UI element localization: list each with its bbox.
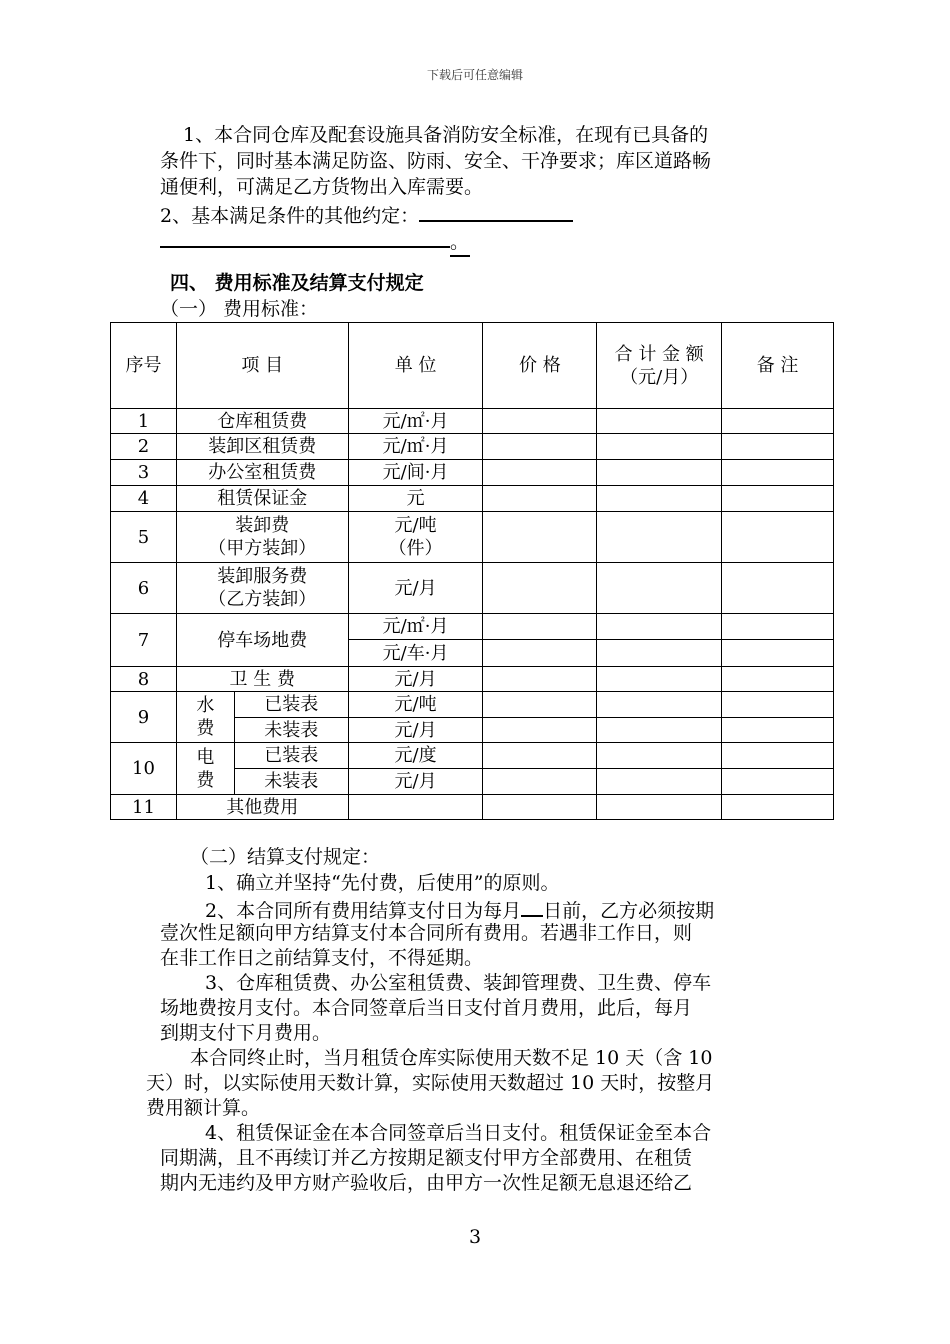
section-a-line-2: 条件下，同时基本满足防盗、防雨、安全、干净要求；库区道路畅: [160, 150, 712, 172]
col-header-item: 项 目: [176, 323, 348, 409]
remark-cell: [722, 512, 834, 563]
category-line-2: 费: [196, 718, 215, 739]
row-unit: 元/月: [348, 563, 483, 614]
section-a-line-1: 1、本合同仓库及配套设施具备消防安全标准，在现有已具备的: [183, 124, 709, 146]
day-blank: [521, 895, 543, 917]
total-label: 合 计 金 额: [614, 343, 704, 365]
row-category: [176, 692, 234, 743]
row-no: 10: [111, 743, 177, 795]
total-cell: [597, 640, 722, 667]
remark-cell: [722, 486, 834, 512]
unit-cell: [348, 795, 483, 820]
total-cell: [597, 486, 722, 512]
remark-cell: [722, 769, 834, 795]
price-cell: [483, 640, 597, 667]
fill-blank-2: [160, 226, 450, 248]
item-line-1: 装卸费: [235, 515, 290, 536]
row-no: 3: [111, 460, 177, 486]
page-header: 下载后可任意编辑: [426, 68, 523, 82]
settlement-p5-line-2: 同期满，且不再续订并乙方按期足额支付甲方全部费用、在租赁: [160, 1147, 693, 1169]
item-line-1: 装卸服务费: [217, 566, 308, 587]
settlement-p4-line-3: 费用额计算。: [146, 1097, 261, 1119]
row-item: 卫 生 费: [176, 667, 348, 692]
remark-cell: [722, 692, 834, 718]
price-cell: [483, 743, 597, 769]
table-row: [111, 563, 834, 614]
settlement-p2-line-3: 在非工作日之前结算支付，不得延期。: [160, 947, 484, 969]
remark-cell: [722, 795, 834, 820]
price-cell: [483, 614, 597, 640]
price-cell: [483, 409, 597, 434]
settlement-p4-line-2: 天）时，以实际使用天数计算，实际使用天数超过 10 天时，按整月: [146, 1072, 715, 1094]
row-unit: 元/月: [348, 718, 483, 743]
p2-text-a: 2、本合同所有费用结算支付日为每月: [205, 900, 522, 922]
category-line-1: 水: [196, 695, 215, 716]
remark-cell: [722, 743, 834, 769]
total-unit: （元/月）: [620, 366, 699, 388]
total-cell: [597, 460, 722, 486]
col-header-price: 价 格: [483, 323, 597, 409]
price-cell: [483, 769, 597, 795]
total-cell: [597, 692, 722, 718]
row-item: 其他费用: [176, 795, 348, 820]
unit-line-2: （件）: [388, 538, 443, 559]
section-a-line-4: [160, 200, 573, 229]
row-no: 7: [111, 614, 177, 667]
item-line-2: （乙方装卸）: [208, 589, 317, 610]
row-subitem: 已装表: [234, 692, 348, 718]
row-unit: 元/车·月: [348, 640, 483, 667]
fill-blank: [419, 200, 573, 222]
table-row: [111, 614, 834, 640]
row-category: [176, 743, 234, 795]
settlement-p5-line-3: 期内无违约及甲方财产验收后，由甲方一次性足额无息退还给乙: [160, 1172, 693, 1194]
settlement-p2-line-2: 壹次性足额向甲方结算支付本合同所有费用。若遇非工作日，则: [160, 922, 693, 944]
table-row: [111, 486, 834, 512]
settlement-p3-line-1: 3、仓库租赁费、办公室租赁费、装卸管理费、卫生费、停车: [205, 972, 712, 994]
row-unit: 元/㎡·月: [348, 434, 483, 460]
row-item: 仓库租赁费: [176, 409, 348, 434]
row-unit: 元/月: [348, 769, 483, 795]
price-cell: [483, 512, 597, 563]
section-a-line-5: [160, 226, 470, 257]
price-cell: [483, 563, 597, 614]
row-no: 9: [111, 692, 177, 743]
fee-table: [110, 322, 834, 820]
remark-cell: [722, 563, 834, 614]
table-row: [111, 434, 834, 460]
total-cell: [597, 718, 722, 743]
row-unit: 元/㎡·月: [348, 409, 483, 434]
row-item: 装卸区租赁费: [176, 434, 348, 460]
page-number: 3: [468, 1226, 482, 1248]
row-subitem: 已装表: [234, 743, 348, 769]
price-cell: [483, 667, 597, 692]
price-cell: [483, 460, 597, 486]
price-cell: [483, 434, 597, 460]
remark-cell: [722, 667, 834, 692]
table-row: [111, 743, 834, 769]
total-cell: [597, 512, 722, 563]
row-unit: 元/吨: [348, 692, 483, 718]
settlement-p4-line-1: 本合同终止时，当月租赁仓库实际使用天数不足 10 天（含 10: [190, 1047, 713, 1069]
row-unit: [348, 512, 483, 563]
row-no: 6: [111, 563, 177, 614]
table-row: [111, 692, 834, 718]
remark-cell: [722, 614, 834, 640]
table-row: [111, 512, 834, 563]
item-line-2: （甲方装卸）: [208, 538, 317, 559]
subheading-settlement: （二）结算支付规定：: [190, 846, 381, 868]
remark-cell: [722, 434, 834, 460]
section-a-line-3: 通便利，可满足乙方货物出入库需要。: [160, 176, 484, 198]
row-item: 租赁保证金: [176, 486, 348, 512]
price-cell: [483, 486, 597, 512]
price-cell: [483, 718, 597, 743]
period: 。: [450, 229, 470, 257]
row-subitem: 未装表: [234, 769, 348, 795]
col-header-no: 序号: [111, 323, 177, 409]
settlement-p5-line-1: 4、租赁保证金在本合同签章后当日支付。租赁保证金至本合: [205, 1122, 712, 1144]
category-line-2: 费: [196, 769, 215, 791]
row-item: 停车场地费: [176, 614, 348, 667]
subheading-fee-standard: （一） 费用标准：: [160, 298, 319, 320]
total-cell: [597, 743, 722, 769]
total-cell: [597, 563, 722, 614]
row-no: 1: [111, 409, 177, 434]
remark-cell: [722, 460, 834, 486]
remark-cell: [722, 409, 834, 434]
col-header-total: [597, 323, 722, 409]
row-no: 2: [111, 434, 177, 460]
total-cell: [597, 795, 722, 820]
unit-line-1: 元/吨: [394, 515, 437, 536]
remark-cell: [722, 718, 834, 743]
total-cell: [597, 614, 722, 640]
row-unit: 元/度: [348, 743, 483, 769]
other-conditions-label: 2、基本满足条件的其他约定：: [160, 205, 420, 227]
category-line-1: 电: [196, 746, 215, 768]
p2-text-b: 日前，乙方必须按期: [543, 900, 715, 922]
total-cell: [597, 434, 722, 460]
table-row: [111, 667, 834, 692]
row-unit: 元/月: [348, 667, 483, 692]
section-heading-4: 四、 费用标准及结算支付规定: [170, 272, 424, 294]
col-header-remark: 备 注: [722, 323, 834, 409]
row-item: [176, 512, 348, 563]
row-unit: 元/㎡·月: [348, 614, 483, 640]
total-cell: [597, 409, 722, 434]
table-row: [111, 409, 834, 434]
row-no: 8: [111, 667, 177, 692]
row-subitem: 未装表: [234, 718, 348, 743]
total-cell: [597, 769, 722, 795]
settlement-p3-line-3: 到期支付下月费用。: [160, 1022, 332, 1044]
price-cell: [483, 692, 597, 718]
table-row: [111, 460, 834, 486]
price-cell: [483, 795, 597, 820]
row-no: 5: [111, 512, 177, 563]
settlement-p3-line-2: 场地费按月支付。本合同签章后当日支付首月费用，此后，每月: [160, 997, 693, 1019]
settlement-p1: 1、确立并坚持“先付费，后使用”的原则。: [205, 872, 560, 894]
row-item: [176, 563, 348, 614]
table-row: [111, 795, 834, 820]
row-unit: 元: [348, 486, 483, 512]
table-header-row: [111, 323, 834, 409]
col-header-unit: 单 位: [348, 323, 483, 409]
row-no: 4: [111, 486, 177, 512]
total-cell: [597, 667, 722, 692]
row-no: 11: [111, 795, 177, 820]
remark-cell: [722, 640, 834, 667]
row-item: 办公室租赁费: [176, 460, 348, 486]
row-unit: 元/间·月: [348, 460, 483, 486]
